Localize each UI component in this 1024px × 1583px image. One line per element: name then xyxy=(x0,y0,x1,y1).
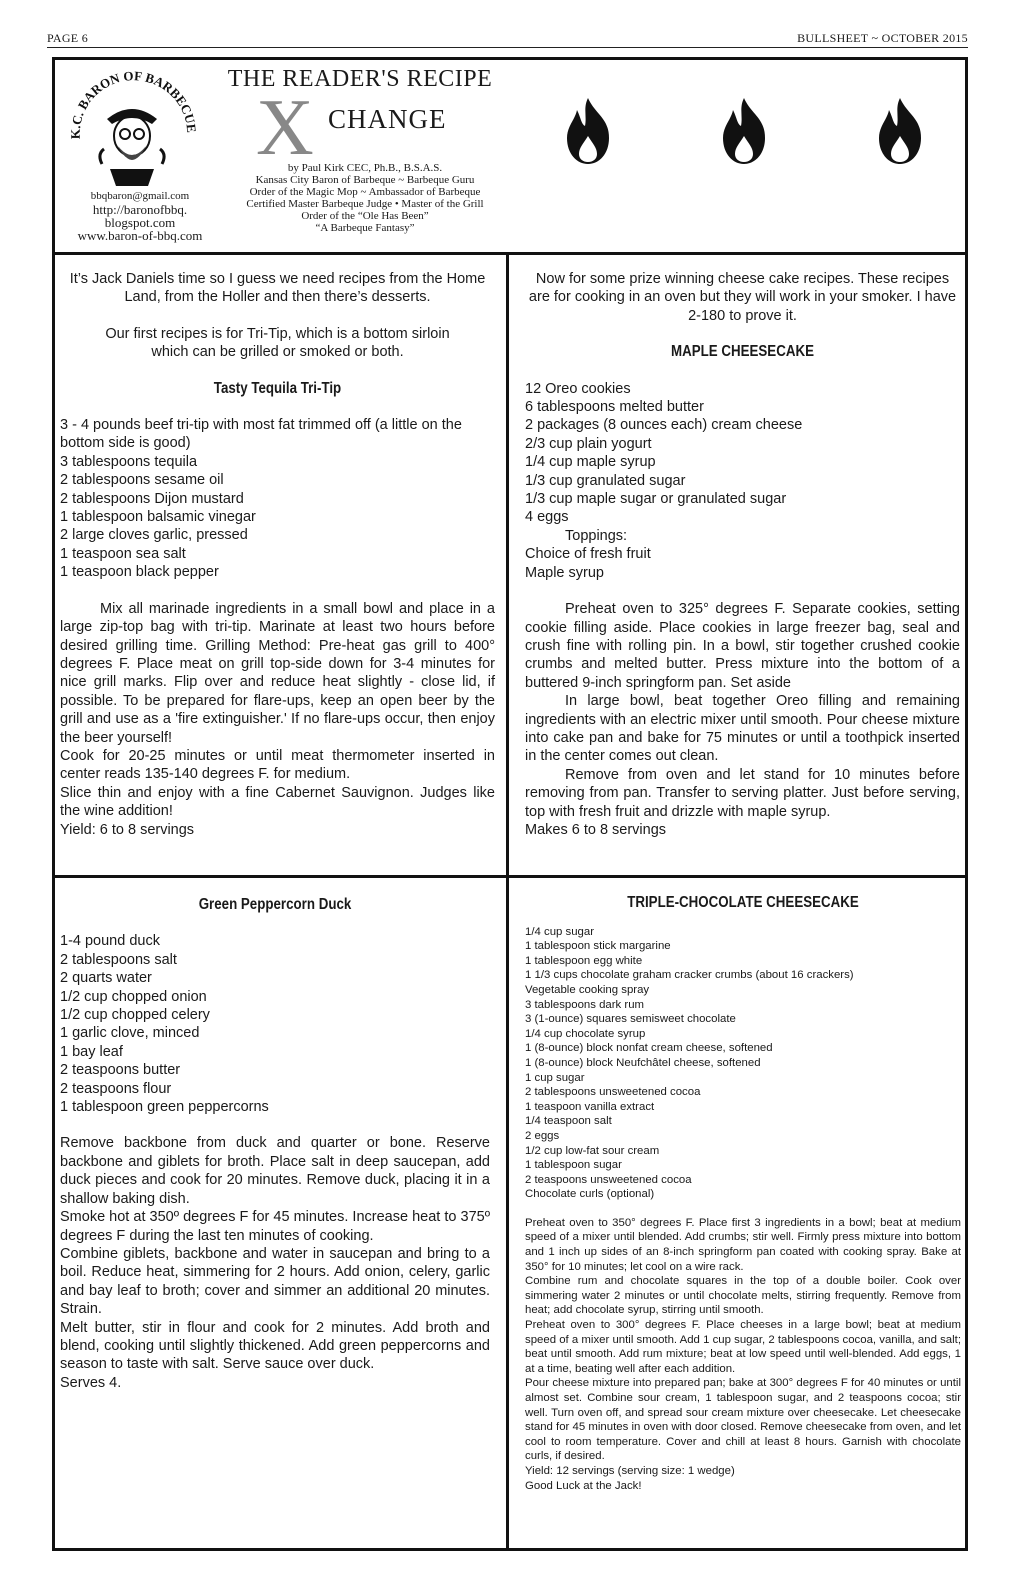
running-head xyxy=(47,31,968,48)
ingredient: 1 teaspoon sea salt xyxy=(60,545,186,562)
contact-url: www.baron-of-bbq.com xyxy=(77,228,203,243)
ingredient: 1 (8-ounce) block nonfat cream cheese, softened xyxy=(525,1042,773,1055)
maple-cheesecake-recipe xyxy=(525,270,960,839)
direction: Smoke hot at 350º degrees F for 45 minutes. Increase heat to 375º degrees F during the last ten minutes of cooking. xyxy=(60,1209,490,1244)
ingredient: 3 tablespoons tequila xyxy=(60,453,198,470)
ingredient: 1 1/3 cups chocolate graham cracker crumbs (about 16 crackers) xyxy=(525,969,854,982)
ingredient: 2 large cloves garlic, pressed xyxy=(60,527,248,544)
ingredient: 3 - 4 pounds beef tri-tip with most fat trimmed off (a little on the bottom side is good) xyxy=(60,417,462,452)
masthead-x: X xyxy=(256,84,314,172)
flame-icon xyxy=(721,96,767,166)
recipe-title: TRIPLE-CHOCOLATE CHEESECAKE xyxy=(627,894,859,911)
divider xyxy=(55,875,965,878)
yield: Yield: 12 servings (serving size: 1 wedge) xyxy=(525,1464,735,1477)
yield: Yield: 6 to 8 servings xyxy=(60,821,195,838)
ingredient: 1 garlic clove, minced xyxy=(60,1025,200,1042)
duck-recipe xyxy=(60,896,490,1392)
direction: Preheat oven to 300° degrees F. Place cheeses in a large bowl; beat at medium speed of a mixer until smooth. Add 1 cup sugar, 2 tablespoons cocoa, vanilla, and salt; beat until smooth. Add rum mixture; beat at low speed until well-blended. Add eggs, 1 at a time, beating well after each addition. xyxy=(525,1319,961,1375)
flame-icon xyxy=(877,96,923,166)
ingredient: 1 tablespoon sugar xyxy=(525,1159,622,1172)
direction: Mix all marinade ingredients in a small bowl and place in a large zip-top bag with tri-tip. Marinate at least two hours before desired grilling time. Grilling Method: Pre-heat gas grill to 400° degrees F. Place meat on grill top-side down for 3-4 minutes for nice grill marks. Flip over and reduce heat slightly - close lid, if possible. To be prepared for flare-ups, keep an open beer by the grill and use as a 'fire extinguisher.' If no flare-ups occur, then enjoy the beer yourself! xyxy=(60,600,495,746)
recipe-page-frame xyxy=(52,57,968,1551)
baron-logo xyxy=(62,64,202,194)
ingredient: 2 eggs xyxy=(525,1129,560,1142)
ingredient: 1-4 pound duck xyxy=(60,933,160,950)
ingredient: 3 tablespoons dark rum xyxy=(525,998,645,1011)
ingredient: 2 tablespoons sesame oil xyxy=(60,472,224,489)
ingredient: 4 eggs xyxy=(525,509,569,526)
ingredient: 1 tablespoon green peppercorns xyxy=(60,1099,269,1116)
contact-email: bbqbaron@gmail.com xyxy=(90,190,190,202)
direction: Remove from oven and let stand for 10 minutes before removing from pan. Transfer to serving platter. Just before serving, top with fresh fruit and drizzle with maple syrup. xyxy=(525,766,960,820)
contact-url: blogspot.com xyxy=(104,215,176,230)
byline-line: Certified Master Barbeque Judge • Master of the Grill xyxy=(246,198,484,210)
ingredient: 2 tablespoons salt xyxy=(60,951,177,968)
ingredient: 1 tablespoon stick margarine xyxy=(525,940,671,953)
direction: Preheat oven to 350° degrees F. Place first 3 ingredients in a bowl; beat at medium speed of a mixer until blended. Add crumbs; stir well. Firmly press mixture into bottom and 1 inch up sides of an 8-inch springform pan coated with cooking spray. Bake at 350° for 10 minutes; let cool on a wire rack. xyxy=(525,1216,961,1273)
byline-line: by Paul Kirk CEC, Ph.B., B.S.A.S. xyxy=(287,162,443,174)
ingredient: 3 (1-ounce) squares semisweet chocolate xyxy=(525,1013,736,1026)
direction: Cook for 20-25 minutes or until meat thermometer inserted in center reads 135-140 degrees F. for medium. xyxy=(60,747,495,783)
ingredient: 2 teaspoons butter xyxy=(60,1062,181,1079)
column-divider xyxy=(506,255,509,1548)
ingredient: 2 teaspoons flour xyxy=(60,1080,172,1097)
ingredient: 1/4 cup chocolate syrup xyxy=(525,1027,646,1040)
ingredient: 2 tablespoons Dijon mustard xyxy=(60,490,244,507)
sign-off: Good Luck at the Jack! xyxy=(525,1479,642,1492)
ingredient: 2 quarts water xyxy=(60,970,152,987)
yield: Makes 6 to 8 servings xyxy=(525,821,667,838)
direction: Melt butter, stir in flour and cook for 2 minutes. Add broth and blend, cooking until slightly thickened. Add green peppercorns and season to taste with salt. Serve sauce over duck. xyxy=(60,1319,490,1373)
masthead-change: CHANGE xyxy=(328,104,447,134)
byline-line: Kansas City Baron of Barbeque ~ Barbeque Guru xyxy=(255,174,475,186)
byline-line: Order of the Magic Mop ~ Ambassador of Barbeque xyxy=(249,186,481,198)
intro: Our first recipes is for Tri-Tip, which is a bottom sirloin which can be grilled or smoked or both. xyxy=(105,325,450,361)
ingredient: 2 teaspoons unsweetened cocoa xyxy=(525,1173,692,1186)
ingredient: 1/3 cup maple sugar or granulated sugar xyxy=(525,491,787,508)
tri-tip-recipe xyxy=(60,270,495,839)
direction: Preheat oven to 325° degrees F. Separate cookies, setting cookie filling aside. Place cookies in large freezer bag, seal and crush fine with rolling pin. In a bowl, stir together crushed cookie crumbs and melted butter. Press mixture into the bottom of a buttered 9-inch springform pan. Set aside xyxy=(525,601,960,691)
intro: It’s Jack Daniels time so I guess we need recipes from the Home Land, from the Holler and then there’s desserts. xyxy=(69,271,486,306)
logo-contact xyxy=(65,190,215,242)
direction: Combine rum and chocolate squares in the top of a double boiler. Cook over simmering water 2 minutes or until chocolate melts, stirring frequently. Remove from heat; add chocolate syrup, stirring until smooth. xyxy=(525,1275,961,1317)
ingredient: 1/2 cup low-fat sour cream xyxy=(525,1144,660,1157)
chocolate-cheesecake-recipe xyxy=(525,896,961,1493)
ingredient: 2 tablespoons unsweetened cocoa xyxy=(525,1086,701,1099)
direction: Combine giblets, backbone and water in saucepan and bring to a boil. Reduce heat, simmering for 2 hours. Add onion, celery, garlic and bay leaf to broth; cover and simmer an additional 20 minutes. Strain. xyxy=(60,1245,490,1318)
ingredient: 2/3 cup plain yogurt xyxy=(525,435,652,452)
direction: In large bowl, beat together Oreo filling and remaining ingredients with an electric mixer until smooth. Pour cheese mixture into cake pan and bake for 75 minutes or until a toothpick inserted in the center comes out clean. xyxy=(525,693,960,765)
topping: Choice of fresh fruit xyxy=(525,546,651,563)
topping: Maple syrup xyxy=(525,564,604,581)
ingredient: 1 bay leaf xyxy=(60,1043,123,1060)
flame-icon xyxy=(565,96,611,166)
ingredient: 1/2 cup chopped onion xyxy=(60,988,207,1005)
ingredient: Chocolate curls (optional) xyxy=(525,1188,655,1201)
logo-arc-text: K.C. BARON OF BARBECUE xyxy=(67,68,200,140)
divider xyxy=(55,252,965,255)
direction: Slice thin and enjoy with a fine Cabernet Sauvignon. Judges like the wine addition! xyxy=(60,784,495,820)
ingredient: 1/4 teaspoon salt xyxy=(525,1115,612,1128)
ingredient: 1 teaspoon vanilla extract xyxy=(525,1100,655,1113)
byline-line: “A Barbeque Fantasy” xyxy=(315,222,415,234)
ingredient: 1 teaspoon black pepper xyxy=(60,564,219,581)
ingredient: 1/3 cup granulated sugar xyxy=(525,472,686,489)
ingredient: 6 tablespoons melted butter xyxy=(525,399,704,416)
ingredient: 2 packages (8 ounces each) cream cheese xyxy=(525,417,803,434)
yield: Serves 4. xyxy=(60,1374,122,1391)
ingredient: 1 tablespoon egg white xyxy=(525,954,643,967)
byline xyxy=(230,162,500,234)
ingredient: Vegetable cooking spray xyxy=(525,983,650,996)
ingredient: 1 (8-ounce) block Neufchâtel cheese, softened xyxy=(525,1056,761,1069)
direction: Remove backbone from duck and quarter or bone. Reserve backbone and giblets for broth. Place salt in deep saucepan, add duck pieces and cook for 20 minutes. Remove duck, placing it in a shallow baking dish. xyxy=(60,1135,490,1207)
recipe-title: MAPLE CHEESECAKE xyxy=(671,343,814,361)
page-number: PAGE 6 xyxy=(47,31,89,45)
contact-url: http://baronofbbq. xyxy=(92,202,188,217)
byline-line: Order of the “Ole Has Been” xyxy=(301,210,429,222)
ingredient: 1 cup sugar xyxy=(525,1071,585,1084)
ingredient: 1/2 cup chopped celery xyxy=(60,1007,210,1024)
ingredient: 12 Oreo cookies xyxy=(525,380,631,397)
recipe-title: Tasty Tequila Tri-Tip xyxy=(213,379,342,397)
ingredient: 1/4 cup sugar xyxy=(525,925,595,938)
toppings-label: Toppings: xyxy=(565,527,628,544)
recipe-title: Green Peppercorn Duck xyxy=(198,896,352,913)
ingredient: 1/4 cup maple syrup xyxy=(525,454,656,471)
intro: Now for some prize winning cheese cake recipes. These recipes are for cooking in an oven but they will work in your smoker. I have 2-180 to prove it. xyxy=(528,271,957,324)
ingredient: 1 tablespoon balsamic vinegar xyxy=(60,509,256,526)
direction: Pour cheese mixture into prepared pan; bake at 300° degrees F for 40 minutes or until almost set. Combine sour cream, 1 tablespoon sugar, and 2 teaspoons cocoa; stir well. Turn oven off, and spread sour cream mixture over cheesecake. Let cheesecake stand for 45 minutes in oven with door closed. Remove cheesecake from oven, and let cool to room temperature. Cover and chill at least 8 hours. Garnish with chocolate curls, if desired. xyxy=(525,1377,961,1463)
masthead-title: THE READER'S RECIPE xyxy=(227,66,493,92)
publication-date: BULLSHEET ~ OCTOBER 2015 xyxy=(797,31,968,45)
